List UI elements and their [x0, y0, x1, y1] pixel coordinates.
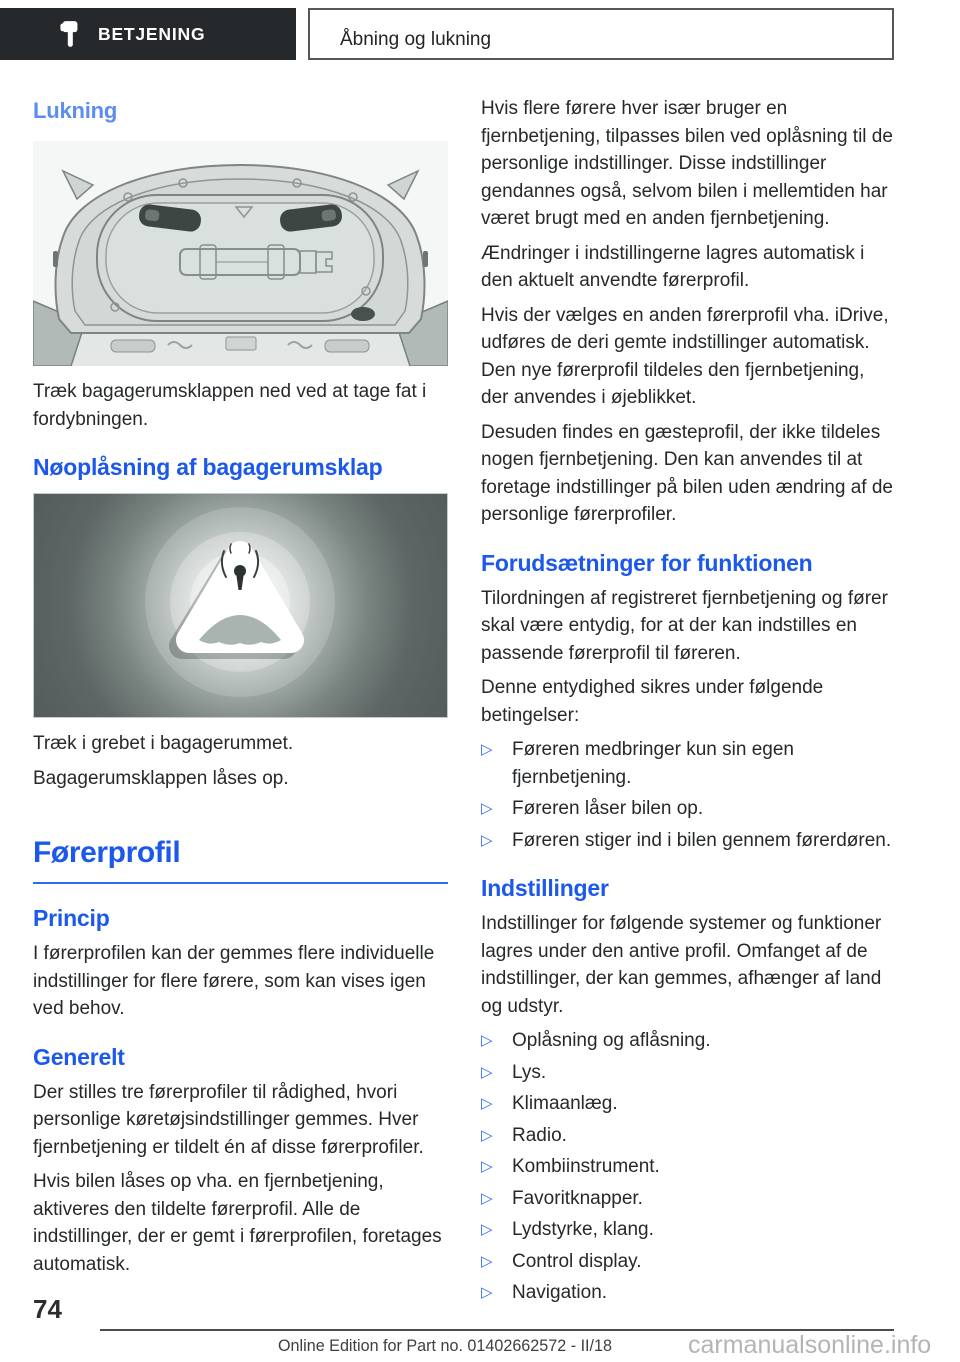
trunk-lid-illustration	[33, 141, 448, 366]
closing-text: Træk bagagerumsklappen ned ved at tage fat i fordybningen.	[33, 381, 427, 430]
edition-note: Online Edition for Part no. 01402662572 - II/18	[278, 1336, 612, 1355]
general-heading: Generelt	[33, 1043, 125, 1070]
list-item-text: Radio.	[512, 1124, 567, 1146]
bullet-triangle-icon: ▷	[481, 1252, 493, 1270]
page-number: 74	[33, 1294, 62, 1324]
list-item-text: Lydstyrke, klang.	[512, 1219, 654, 1240]
list-item	[481, 1059, 895, 1087]
list-item-text: Oplåsning og aflåsning.	[512, 1030, 711, 1051]
section-label: BETJENING	[98, 23, 206, 44]
list-item-text: Klimaanlæg.	[512, 1093, 618, 1114]
principle-text: I førerprofilen kan der gemmes flere individuelle indstillinger for flere førere, som kan vises igen ved behov.	[33, 943, 435, 1019]
list-item	[481, 1279, 895, 1307]
bullet-triangle-icon: ▷	[481, 741, 493, 758]
profile-intro-4: Desuden findes en gæsteprofil, der ikke tildeles nogen fjernbetjening. Den kan anvendes til at foretage indstillinger på bilen uden ændring af de personlige førerprofiler.	[481, 421, 893, 525]
general-text-2: Hvis bilen låses op vha. en fjernbetjening, aktiveres den tildelte førerprofil. Alle de indstillinger, der er gemt i førerprofilen, foretages automatisk.	[33, 1171, 442, 1275]
prerequisites-text-1: Tilordningen af registreret fjernbetjening og fører skal være entydig, for at der kan indstilles en passende førerprofil til føreren.	[481, 587, 888, 664]
list-item	[481, 827, 895, 855]
list-item-text: Føreren medbringer kun sin egen fjernbetjening.	[512, 739, 794, 788]
settings-heading: Indstillinger	[481, 875, 609, 901]
list-item	[481, 1090, 895, 1118]
emergency-heading: Nøoplåsning af bagagerumsklap	[33, 454, 383, 480]
profile-intro-3: Hvis der vælges en anden førerprofil vha. iDrive, udføres de deri gemte indstillinger automatisk. Den nye førerprofil tildeles den fjernbetjening, der anvendes i øjeblikket.	[481, 304, 889, 408]
list-item-text: Control display.	[512, 1250, 642, 1272]
bullet-triangle-icon: ▷	[481, 800, 493, 817]
general-text-1: Der stilles tre førerprofiler til rådighed, hvori personlige køretøjsindstillinger gemmes. Hver fjernbetjening er tildelt én af disse førerprofiler.	[33, 1081, 424, 1158]
list-item	[481, 795, 895, 823]
list-item	[481, 1122, 895, 1150]
emergency-text-1: Træk i grebet i bagagerummet.	[33, 733, 294, 754]
list-item-text: Lys.	[512, 1061, 547, 1083]
list-item	[481, 1027, 895, 1055]
closing-heading: Lukning	[33, 98, 118, 123]
profile-intro-1: Hvis flere førere hver især bruger en fjernbetjening, tilpasses bilen ved oplåsning til de personlige indstillinger. Disse indstillinger gendannes også, selvom bilen i mellemtiden har været brugt med en anden fjernbetjening.	[481, 98, 893, 229]
pointing-hand-icon	[60, 19, 82, 49]
chapter-title: Åbning og lukning	[340, 29, 492, 50]
profile-intro-2: Ændringer i indstillingerne lagres automatisk i den aktuelt anvendte førerprofil.	[481, 242, 865, 291]
settings-text: Indstillinger for følgende systemer og funktioner lagres under den antive profil. Omfanget af de indstillinger, der kan gemmes, afhænger af land og udstyr.	[481, 913, 882, 1017]
list-item	[481, 1185, 895, 1213]
bullet-triangle-icon: ▷	[481, 1158, 493, 1175]
bullet-triangle-icon: ▷	[481, 1095, 493, 1112]
list-item-text: Føreren låser bilen op.	[512, 798, 704, 819]
emergency-text-2: Bagagerumsklappen låses op.	[33, 767, 289, 789]
section-tab	[0, 8, 296, 60]
left-column	[33, 95, 448, 1285]
prerequisites-text-2: Denne entydighed sikres under følgende betingelser:	[481, 677, 824, 726]
watermark-text: carmanualsonline.info	[688, 1331, 932, 1359]
right-column	[481, 95, 895, 1311]
list-item	[481, 1248, 895, 1276]
principle-heading: Princip	[33, 905, 110, 931]
bullet-triangle-icon: ▷	[481, 1032, 493, 1049]
chapter-tab	[308, 8, 894, 60]
list-item-text: Kombiinstrument.	[512, 1156, 660, 1177]
list-item-text: Navigation.	[512, 1282, 608, 1303]
bullet-triangle-icon: ▷	[481, 1221, 493, 1238]
bullet-triangle-icon: ▷	[481, 1063, 493, 1081]
bullet-triangle-icon: ▷	[481, 1284, 493, 1301]
emergency-release-illustration	[33, 493, 448, 718]
list-item-text: Favoritknapper.	[512, 1187, 643, 1209]
list-item	[481, 1153, 895, 1181]
bullet-triangle-icon: ▷	[481, 831, 493, 849]
driver-profile-heading: Førerprofil	[33, 836, 448, 884]
bullet-triangle-icon: ▷	[481, 1189, 493, 1207]
list-item	[481, 736, 895, 791]
list-item-text: Føreren stiger ind i bilen gennem førerdøren.	[512, 829, 892, 851]
bullet-triangle-icon: ▷	[481, 1126, 493, 1144]
list-item	[481, 1216, 895, 1244]
prerequisites-heading: Forudsætninger for funktionen	[481, 549, 813, 576]
